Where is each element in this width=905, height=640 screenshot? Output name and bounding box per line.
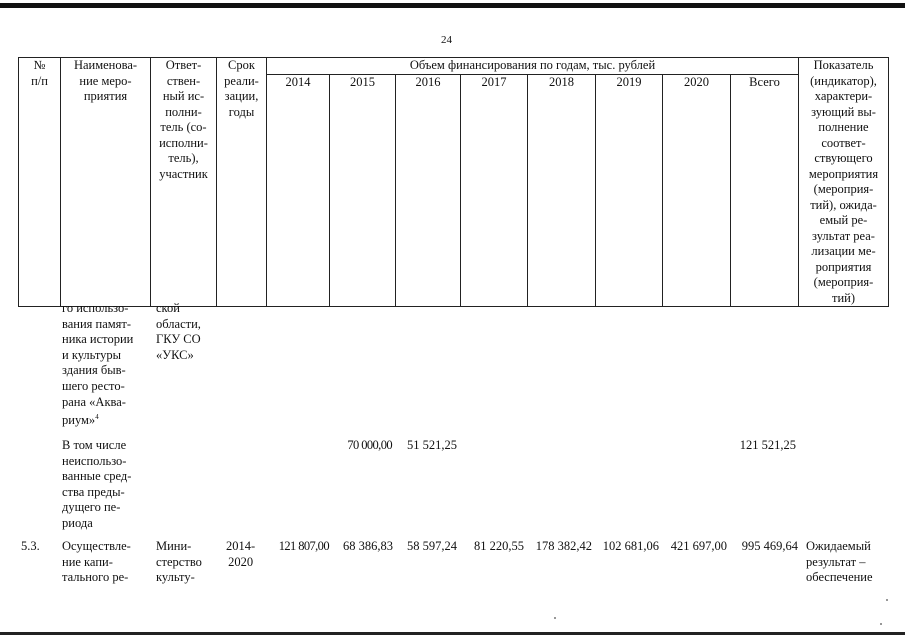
header-responsible: Ответ- ствен- ный ис- полни- тель (со- исполни- тель), участник [151, 58, 217, 307]
scan-speck [880, 623, 882, 625]
top-rule [0, 3, 905, 8]
header-funding-title: Объем финансирования по годам, тыс. рублей [267, 58, 799, 75]
header-year-2018: 2018 [528, 75, 596, 307]
scan-speck [554, 617, 556, 619]
row-53-2019: 102 681,06 [602, 539, 659, 553]
header-year-total: Всего [731, 75, 799, 307]
header-year-2016: 2016 [396, 75, 461, 307]
row-53-term: 2014- 2020 [226, 539, 256, 569]
row-53-2014: 121 807,00 [278, 539, 329, 553]
row-incl-2016: 51 521,25 [407, 438, 457, 452]
row-53-responsible: Мини- стерство культу- [156, 539, 202, 585]
row-53-no: 5.3. [21, 539, 40, 553]
header-table [18, 57, 889, 307]
row-incl-2015: 70 000,00 [347, 438, 392, 452]
header-year-2014: 2014 [267, 75, 330, 307]
row-incl-total: 121 521,25 [739, 438, 796, 452]
header-year-2020: 2020 [663, 75, 731, 307]
footnote-marker: 4 [95, 413, 99, 422]
header-year-2017: 2017 [461, 75, 528, 307]
header-name: Наименова- ние меро- приятия [61, 58, 151, 307]
header-year-2015: 2015 [330, 75, 396, 307]
header-term: Срок реали- зации, годы [217, 58, 267, 307]
header-year-2019: 2019 [596, 75, 663, 307]
header-indicator: Показатель (индикатор), характери- зующий вы- полнение соответ- ствующего мероприятия (мероприя- тий), ожида- емый ре- зультат реа- лизации ме- роприятия (мероприя- тий) [799, 58, 889, 307]
page-number: 24 [441, 34, 452, 46]
row-53-name: Осуществле- ние капи- тального ре- [62, 539, 131, 585]
row-cont-responsible: ской области, ГКУ СО «УКС» [156, 301, 201, 362]
row-53-indicator: Ожидаемый результат – обеспечение [806, 539, 873, 585]
row-53-2015: 68 386,83 [343, 539, 393, 553]
row-incl-name: В том числе неиспользо- ванные сред- ства преды- дущего пе- риода [62, 438, 132, 530]
row-53-2017: 81 220,55 [474, 539, 524, 553]
bottom-rule [0, 632, 905, 635]
header-no: № п/п [19, 58, 61, 307]
scan-speck [886, 599, 888, 601]
row-53-2016: 58 597,24 [407, 539, 457, 553]
row-cont-name: го использо- вания памят- ника истории и культуры здания быв- шего ресто- рана «Аква- риум»$^4$ [62, 301, 134, 428]
row-53-2020: 421 697,00 [670, 539, 727, 553]
row-53-total: 995 469,64 [741, 539, 798, 553]
row-53-2018: 178 382,42 [535, 539, 592, 553]
